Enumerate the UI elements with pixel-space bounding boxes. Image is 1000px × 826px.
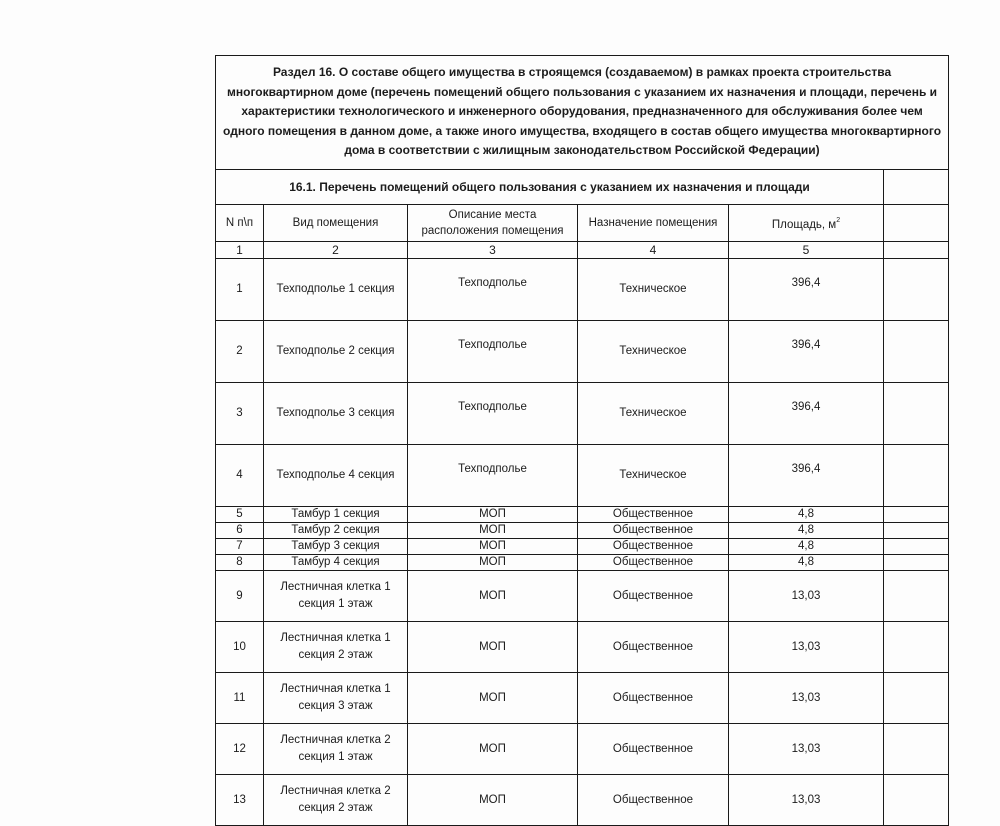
row-num: 8 — [216, 554, 264, 570]
extra-cell — [884, 382, 949, 444]
row-location: Техподполье — [408, 320, 578, 382]
row-purpose: Техническое — [578, 382, 729, 444]
row-num: 4 — [216, 444, 264, 506]
table-row — [216, 522, 949, 538]
row-num: 7 — [216, 538, 264, 554]
row-num: 10 — [216, 621, 264, 672]
table-row — [216, 444, 949, 506]
row-type: Тамбур 4 секция — [264, 554, 408, 570]
extra-cell — [884, 672, 949, 723]
row-location: МОП — [408, 554, 578, 570]
row-location: МОП — [408, 621, 578, 672]
row-purpose: Общественное — [578, 506, 729, 522]
row-type: Тамбур 1 секция — [264, 506, 408, 522]
row-location: МОП — [408, 506, 578, 522]
row-type: Техподполье 2 секция — [264, 320, 408, 382]
row-area: 4,8 — [729, 554, 884, 570]
row-purpose: Общественное — [578, 774, 729, 825]
row-purpose: Общественное — [578, 570, 729, 621]
row-num: 5 — [216, 506, 264, 522]
row-area: 13,03 — [729, 774, 884, 825]
header-type: Вид помещения — [264, 204, 408, 241]
row-num: 11 — [216, 672, 264, 723]
row-area: 396,4 — [729, 258, 884, 320]
row-purpose: Техническое — [578, 444, 729, 506]
column-number-row — [216, 241, 949, 258]
table-row — [216, 258, 949, 320]
table-row — [216, 774, 949, 825]
column-number: 2 — [264, 241, 408, 258]
table-row — [216, 506, 949, 522]
row-num: 9 — [216, 570, 264, 621]
row-type: Лестничная клетка 2 секция 2 этаж — [264, 774, 408, 825]
extra-cell — [884, 169, 949, 204]
table-row — [216, 621, 949, 672]
extra-cell — [884, 723, 949, 774]
row-num: 6 — [216, 522, 264, 538]
table-body — [216, 258, 949, 825]
row-purpose: Общественное — [578, 621, 729, 672]
header-row — [216, 204, 949, 241]
row-area: 4,8 — [729, 522, 884, 538]
row-num: 13 — [216, 774, 264, 825]
document-page — [215, 55, 948, 826]
row-type: Техподполье 1 секция — [264, 258, 408, 320]
column-number: 4 — [578, 241, 729, 258]
extra-cell — [884, 554, 949, 570]
row-area: 396,4 — [729, 320, 884, 382]
row-purpose: Общественное — [578, 554, 729, 570]
table-row — [216, 554, 949, 570]
extra-cell — [884, 444, 949, 506]
row-num: 12 — [216, 723, 264, 774]
table-row — [216, 538, 949, 554]
row-area: 4,8 — [729, 538, 884, 554]
common-property-table — [215, 55, 949, 826]
row-purpose: Общественное — [578, 522, 729, 538]
row-type: Лестничная клетка 1 секция 1 этаж — [264, 570, 408, 621]
row-area: 13,03 — [729, 723, 884, 774]
row-area: 396,4 — [729, 444, 884, 506]
row-num: 3 — [216, 382, 264, 444]
row-area: 13,03 — [729, 621, 884, 672]
subsection-title: 16.1. Перечень помещений общего пользования с указанием их назначения и площади — [216, 169, 884, 204]
row-area: 4,8 — [729, 506, 884, 522]
header-area-sup: 2 — [836, 216, 841, 224]
row-location: МОП — [408, 538, 578, 554]
row-location: МОП — [408, 522, 578, 538]
row-location: МОП — [408, 570, 578, 621]
column-number: 3 — [408, 241, 578, 258]
extra-cell — [884, 320, 949, 382]
table-row — [216, 672, 949, 723]
row-area: 396,4 — [729, 382, 884, 444]
row-type: Техподполье 3 секция — [264, 382, 408, 444]
extra-cell — [884, 570, 949, 621]
table-row — [216, 570, 949, 621]
row-purpose: Общественное — [578, 538, 729, 554]
extra-cell — [884, 522, 949, 538]
row-type: Тамбур 2 секция — [264, 522, 408, 538]
row-type: Техподполье 4 секция — [264, 444, 408, 506]
column-number: 1 — [216, 241, 264, 258]
row-location: МОП — [408, 672, 578, 723]
row-area: 13,03 — [729, 672, 884, 723]
extra-cell — [884, 774, 949, 825]
header-area — [729, 204, 884, 241]
row-location: Техподполье — [408, 258, 578, 320]
row-location: Техподполье — [408, 382, 578, 444]
header-location: Описание места расположения помещения — [408, 204, 578, 241]
row-location: МОП — [408, 723, 578, 774]
row-purpose: Общественное — [578, 672, 729, 723]
header-num: N п\п — [216, 204, 264, 241]
extra-cell — [884, 241, 949, 258]
row-purpose: Общественное — [578, 723, 729, 774]
row-num: 1 — [216, 258, 264, 320]
column-number: 5 — [729, 241, 884, 258]
extra-cell — [884, 621, 949, 672]
extra-cell — [884, 204, 949, 241]
row-location: МОП — [408, 774, 578, 825]
section-title: Раздел 16. О составе общего имущества в строящемся (создаваемом) в рамках проекта строительства многоквартирном доме (перечень помещений общего пользования с указанием их назначения и площади, перечень и характеристики технологического и инженерного оборудования, предназначенного для обслуживания более чем одного помещения в данном доме, а также иного имущества, входящего в состав общего имущества многоквартирного дома в соответствии с жилищным законодательством Российской Федерации) — [216, 56, 949, 170]
header-area-label: Площадь, м — [771, 218, 837, 231]
table-row — [216, 320, 949, 382]
extra-cell — [884, 538, 949, 554]
row-purpose: Техническое — [578, 258, 729, 320]
row-purpose: Техническое — [578, 320, 729, 382]
extra-cell — [884, 506, 949, 522]
extra-cell — [884, 258, 949, 320]
table-row — [216, 382, 949, 444]
row-type: Лестничная клетка 1 секция 3 этаж — [264, 672, 408, 723]
row-type: Лестничная клетка 2 секция 1 этаж — [264, 723, 408, 774]
row-location: Техподполье — [408, 444, 578, 506]
header-purpose: Назначение помещения — [578, 204, 729, 241]
row-type: Тамбур 3 секция — [264, 538, 408, 554]
row-type: Лестничная клетка 1 секция 2 этаж — [264, 621, 408, 672]
row-num: 2 — [216, 320, 264, 382]
row-area: 13,03 — [729, 570, 884, 621]
table-row — [216, 723, 949, 774]
